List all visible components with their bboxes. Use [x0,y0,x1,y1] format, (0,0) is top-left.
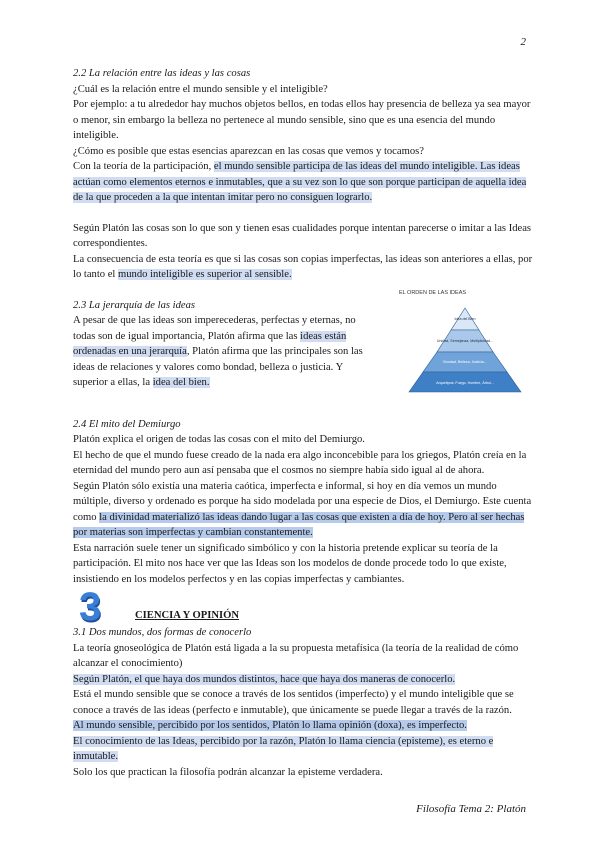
hierarchy-highlight-1: ideas están ordenadas en una jerarquía [73,330,347,357]
demiurge-paragraph [73,479,533,541]
question-relation: ¿Cuál es la relación entre el mundo sensible y el inteligible? [73,83,328,95]
hierarchy-plain-2: , Platón afirma que las principales son las ideas de relaciones y valores como bondad, belleza o justicia. Y superior a ellas, la [73,346,363,388]
demiurge-intro: Platón explica el origen de todas las cosas con el mito del Demiurgo. [73,434,365,445]
section-2-3-title: 2.3 La jerarquía de las ideas [73,299,196,311]
creation-paragraph: El hecho de que el mundo fuese creado de la nada era algo inconcebible para los griegos, Platón creía en la eternidad del mundo pero aun así pensaba que el cosmos no siempre había sido igual al de ahora. [73,449,527,476]
section-2-4-title: 2.4 El mito del Demiurgo [73,418,181,430]
symbolic-paragraph: Esta narración suele tener un significado simbólico y con la historia pretende explicar su teoría de la participación. El mito nos hace ver que las Ideas son los modelos de donde procede todo lo que existe, insistiendo en los modelos perfectos y en las copias imperfectas y cambiantes. [73,542,507,585]
worlds-paragraph: Está el mundo sensible que se conoce a través de los sentidos (imperfecto) y el mundo inteligible que se conoce a través de las ideas (perfecto e inmutable), que únicamente se puede llegar a través de la razón. [73,689,514,716]
episteme-paragraph [73,734,533,765]
question-essences: ¿Cómo es posible que estas esencias aparezcan en las cosas que vemos y tocamos? [73,145,424,157]
doxa-paragraph [73,718,533,734]
section-number-3: 3 [79,585,102,629]
demiurge-plain: Según Platón sólo existía una materia caótica, imperfecta e informal, si hoy en día vemos un mundo múltiple, diverso y ordenado es porque ha sido modelada por una especie de Dios, el Demiurgo. Este cuenta como [73,480,532,523]
consequence-highlight: mundo inteligible es superior al sensible. [118,269,292,280]
section-3-heading [73,585,533,629]
pyramid-label-2: Bondad, Belleza, Justicia... [443,360,487,364]
gnoseology-paragraph: La teoría gnoseológica de Platón está ligada a la su propuesta metafísica (la teoría de la realidad de cómo alcanzar el conocimiento) [73,642,519,669]
section-2-3 [73,289,533,402]
hierarchy-highlight-2: idea del bien. [152,377,210,388]
participation-plain: Con la teoría de la participación, [73,161,214,172]
consequence-plain: La consecuencia de esta teoría es que si las cosas son copias imperfectas, las ideas son anteriores a ellas, por lo tanto el [73,253,533,280]
two-ways-highlight: Según Platón, el que haya dos mundos distintos, hace que haya dos maneras de conocerlo. [73,673,456,685]
example-paragraph: Por ejemplo: a tu alrededor hay muchos objetos bellos, en todas ellos hay presencia de belleza ya sea mayor o menor, sin embargo la belleza no pertenece al mundo sensible, sino que es una esencia del mundo inteligible. [73,99,531,141]
philosophy-paragraph: Solo los que practican la filosofía podrán alcanzar la episteme verdadera. [73,766,383,778]
doxa-highlight: Al mundo sensible, percibido por los sentidos, Platón lo llama opinión (doxa), es imperfecto. [73,720,467,731]
pyramid-label-3: Arquetipos: Fuego, Hombre, Árbol... [436,381,494,385]
section-3-title: CIENCIA Y OPINIÓN [135,610,239,622]
participation-highlight: el mundo sensible participa de las ideas del mundo inteligible. Las ideas actúan como elementos eternos e inmutables, que a su vez son lo que son porque participan de aquella idea de la que proceden a la que intentan imitar pero no consiguen lograrlo. [73,161,527,203]
pyramid-label-0: Idea del Bien [454,317,476,321]
consequence-paragraph [73,252,533,283]
participation-paragraph [73,159,533,206]
demiurge-highlight: la divinidad materializó las ideas dando lugar a las cosas que existen a día de hoy. Pero al ser hechas por materias son imperfectas y cambian constantemente. [73,511,525,538]
hierarchy-paragraph [73,313,373,391]
section-3-1-title: 3.1 Dos mundos, dos formas de conocerlo [73,627,252,638]
episteme-highlight: El conocimiento de las Ideas, percibido por la razón, Platón lo llama ciencia (episteme), es eterno e inmutable. [73,735,494,762]
page-footer: Filosofía Tema 2: Platón [416,803,526,815]
pyramid-graphic [399,304,531,396]
page-number: 2 [520,36,526,48]
document-body [73,66,533,780]
two-ways-paragraph [73,672,533,688]
pyramid-title: EL ORDEN DE LAS IDEAS [399,289,467,296]
imitation-paragraph: Según Platón las cosas son lo que son y tienen esas cualidades porque intentan parecerse o imitar a las Ideas correspondientes. [73,222,532,249]
pyramid-label-1: Unidad, Semejanza, Multiplicidad... [436,339,494,343]
ideas-pyramid-figure [399,286,531,402]
section-2-2-title: 2.2 La relación entre las ideas y las cosas [73,68,251,79]
hierarchy-plain-1: A pesar de que las ideas son imperecederas, perfectas y eternas, no todas son de igual importancia, Platón afirma que las [73,315,356,342]
